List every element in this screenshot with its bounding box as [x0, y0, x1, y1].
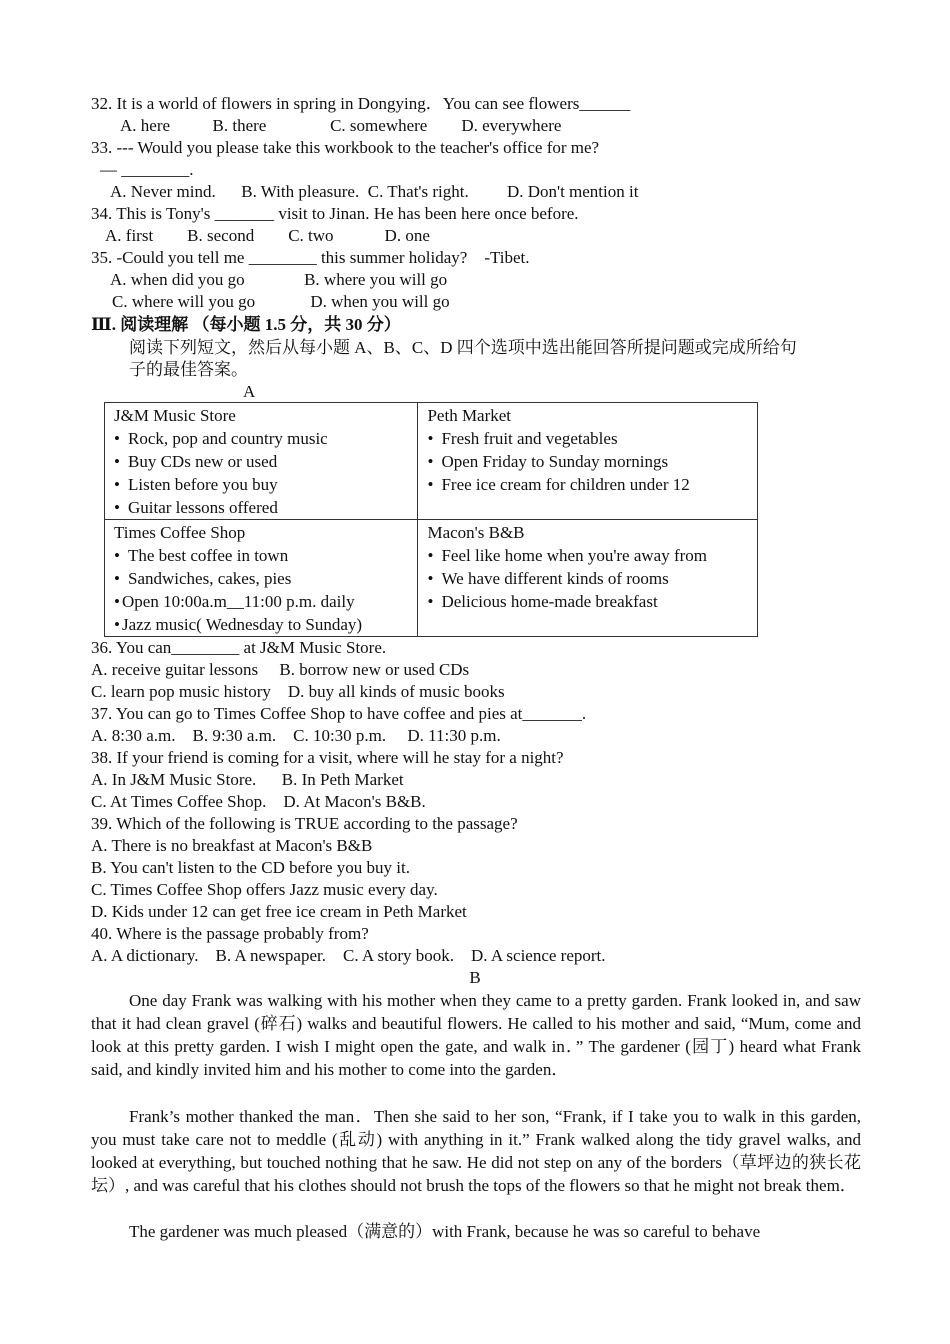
bullet-icon: • [427, 475, 434, 494]
ad-item: • Delicious home-made breakfast [427, 592, 658, 611]
question-36-options-2: C. learn pop music history D. buy all kinds of music books [91, 682, 505, 701]
question-39-option-b: B. You can't listen to the CD before you buy it. [91, 858, 410, 877]
ad-item: • Listen before you buy [114, 475, 278, 494]
question-39-option-c: C. Times Coffee Shop offers Jazz music every day. [91, 880, 438, 899]
ad-item: • Open 10:00a.m__11:00 p.m. daily [114, 592, 355, 611]
question-35: 35. -Could you tell me ________ this summer holiday? -Tibet. [91, 248, 530, 267]
question-33: 33. --- Would you please take this workbook to the teacher's office for me? [91, 138, 600, 157]
question-39-option-d: D. Kids under 12 can get free ice cream in Peth Market [91, 902, 467, 921]
ad-item: • Fresh fruit and vegetables [427, 429, 618, 448]
ad-title: Times Coffee Shop [114, 523, 246, 542]
ad-item: • We have different kinds of rooms [427, 569, 669, 588]
question-40: 40. Where is the passage probably from? [91, 924, 369, 943]
question-39-option-a: A. There is no breakfast at Macon's B&B [91, 836, 373, 855]
ad-item: • Rock, pop and country music [114, 429, 328, 448]
question-37: 37. You can go to Times Coffee Shop to have coffee and pies at_______. [91, 704, 587, 723]
ad-title: J&M Music Store [114, 406, 236, 425]
question-38-options-2: C. At Times Coffee Shop. D. At Macon's B&B. [91, 792, 426, 811]
bullet-icon: • [427, 569, 434, 588]
ad-title: Peth Market [427, 406, 512, 425]
ad-item: • The best coffee in town [114, 546, 289, 565]
question-33-options: A. Never mind. B. With pleasure. C. That's right. D. Don't mention it [110, 182, 639, 201]
bullet-icon: • [427, 429, 434, 448]
question-38-options-1: A. In J&M Music Store. B. In Peth Market [91, 770, 404, 789]
ad-cell-coffee-shop [105, 520, 418, 637]
question-34-options: A. first B. second C. two D. one [105, 226, 430, 245]
bullet-icon: • [427, 546, 434, 565]
bullet-icon: • [114, 615, 120, 634]
question-35-options-1: A. when did you go B. where you will go [110, 270, 448, 289]
ad-cell-market [418, 403, 758, 520]
ad-cell-music-store [105, 403, 418, 520]
bullet-icon: • [114, 452, 120, 471]
bullet-icon: • [114, 569, 120, 588]
question-36: 36. You can________ at J&M Music Store. [91, 638, 387, 657]
bullet-icon: • [114, 475, 120, 494]
passage-a-label: A [243, 382, 256, 401]
question-40-options: A. A dictionary. B. A newspaper. C. A story book. D. A science report. [91, 946, 606, 965]
bullet-icon: • [114, 546, 120, 565]
question-36-options-1: A. receive guitar lessons B. borrow new or used CDs [91, 660, 470, 679]
passage-b-paragraph-3: The gardener was much pleased（满意的）with Frank, because he was so careful to behave [129, 1222, 761, 1241]
ad-item: • Feel like home when you're away from [427, 546, 708, 565]
passage-b-label: B [469, 968, 481, 987]
ad-item: • Sandwiches, cakes, pies [114, 569, 292, 588]
ad-item: • Guitar lessons offered [114, 498, 278, 517]
question-35-options-2: C. where will you go D. when you will go [112, 292, 450, 311]
bullet-icon: • [427, 452, 434, 471]
section-title: Ⅲ. 阅读理解 （每小题 1.5 分，共 30 分） [91, 315, 401, 334]
question-38: 38. If your friend is coming for a visit, where will he stay for a night? [91, 748, 564, 767]
section-instruction-2: 子的最佳答案。 [129, 360, 248, 379]
passage-b-paragraph-2: Frank’s mother thanked the man．Then she said to her son, “Frank, if I take you to walk in this garden, you must take care not to meddle (乱动) with anything in it.” Frank walked along the tidy gravel walks, and looked at everything, but touched nothing that he saw. He did not step on any of the borders（草坪边的狭长花坛）, and was careful that his clothes should not brush the tops of the flowers so that he might not break them． [91, 1107, 861, 1195]
bullet-icon: • [114, 429, 120, 448]
question-32-options: A. here B. there C. somewhere D. everywhere [120, 116, 562, 135]
question-33-reply: — ________. [100, 160, 194, 179]
bullet-icon: • [114, 498, 120, 517]
question-34: 34. This is Tony's _______ visit to Jinan. He has been here once before. [91, 204, 579, 223]
ad-cell-bnb [418, 520, 758, 637]
ad-item: • Free ice cream for children under 12 [427, 475, 690, 494]
ad-item: • Open Friday to Sunday mornings [427, 452, 669, 471]
question-37-options: A. 8:30 a.m. B. 9:30 a.m. C. 10:30 p.m. D. 11:30 p.m. [91, 726, 501, 745]
question-39: 39. Which of the following is TRUE according to the passage? [91, 814, 518, 833]
ad-title: Macon's B&B [427, 523, 525, 542]
ad-item: • Buy CDs new or used [114, 452, 278, 471]
ad-item: • Jazz music( Wednesday to Sunday) [114, 615, 363, 634]
question-32: 32. It is a world of flowers in spring in Dongying．You can see flowers______ [91, 94, 631, 113]
bullet-icon: • [114, 592, 120, 611]
ad-item-spacer [427, 613, 749, 636]
section-instruction-1: 阅读下列短文，然后从每小题 A、B、C、D 四个选项中选出能回答所提问题或完成所给句 [129, 338, 797, 357]
passage-b-paragraph-1: One day Frank was walking with his mother when they came to a pretty garden. Frank looked in, and saw that it had clean gravel (碎石) walks and beautiful flowers. He called to his mother and said, “Mum, come and look at this pretty garden. I wish I might open the gate, and walk in．” The gardener (园丁) heard what Frank said, and kindly invited him and his mother to come into the garden． [91, 991, 861, 1079]
bullet-icon: • [427, 592, 434, 611]
ads-table [104, 402, 758, 637]
